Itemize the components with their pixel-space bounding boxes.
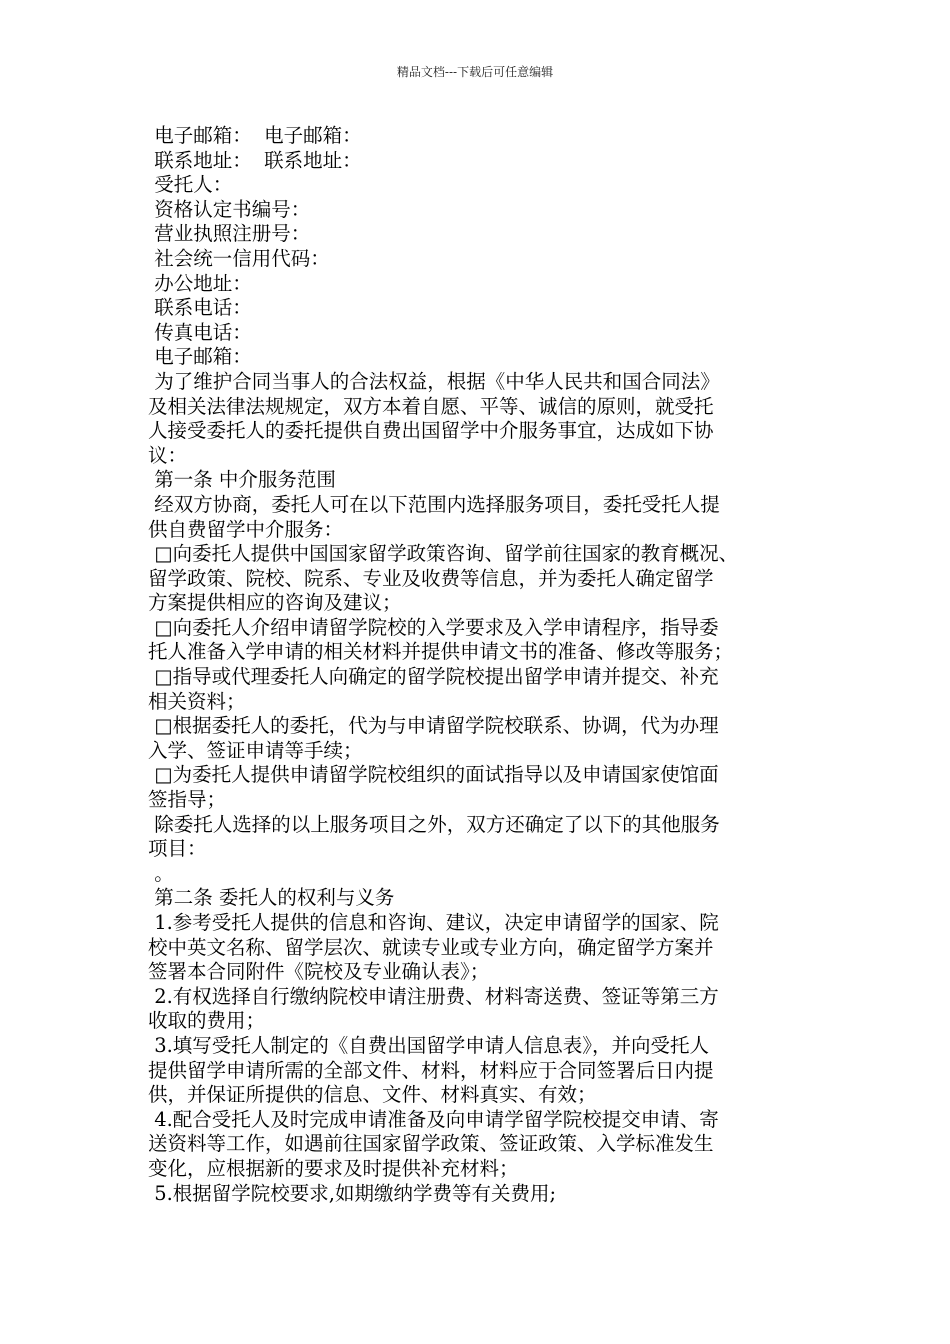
text-line: 送资料等工作，如遇前往国家留学政策、签证政策、入学标准发生 <box>148 1132 714 1156</box>
text-line: 人接受委托人的委托提供自费出国留学中介服务事宜，达成如下协 <box>148 419 714 443</box>
text-line: 第一条 中介服务范围 <box>148 468 336 492</box>
text-line: 受托人： <box>148 173 233 197</box>
text-line: 供，并保证所提供的信息、文件、材料真实、有效； <box>148 1083 597 1107</box>
text-line: 2.有权选择自行缴纳院校申请注册费、材料寄送费、签证等第三方 <box>148 984 719 1008</box>
text-line: 项目： <box>148 837 207 861</box>
text-line: 除委托人选择的以上服务项目之外，双方还确定了以下的其他服务 <box>148 812 720 836</box>
text-line: 为了维护合同当事人的合法权益，根据《中华人民共和国合同法》 <box>148 369 720 393</box>
text-line: 经双方协商，委托人可在以下范围内选择服务项目，委托受托人提 <box>148 492 720 516</box>
page-header: 精品文档---下载后可任意编辑 <box>396 65 554 79</box>
text-line: 。 <box>148 861 174 885</box>
text-line: 办公地址： <box>148 271 252 295</box>
text-line: □根据委托人的委托，代为与申请留学院校联系、协调，代为办理 <box>148 714 719 738</box>
text-line: 3.填写受托人制定的《自费出国留学申请人信息表》，并向受托人 <box>148 1033 710 1057</box>
text-line: □向委托人提供中国国家留学政策咨询、留学前往国家的教育概况、 <box>148 542 739 566</box>
text-line: 4.配合受托人及时完成申请准备及向申请学留学院校提交申请、寄 <box>148 1107 719 1131</box>
text-line: 电子邮箱： <box>148 345 252 369</box>
text-line: 联系地址： 联系地址： <box>148 148 362 172</box>
text-line: 入学、签证申请等手续； <box>148 738 363 762</box>
text-line: 签指导； <box>148 788 227 812</box>
text-line: 及相关法律法规规定，双方本着自愿、平等、诚信的原则，就受托 <box>148 394 714 418</box>
text-line: 1.参考受托人提供的信息和咨询、建议，决定申请留学的国家、院 <box>148 911 719 934</box>
text-line: 供自费留学中介服务： <box>148 517 344 541</box>
text-line: 第二条 委托人的权利与义务 <box>148 886 395 910</box>
text-line: 变化，应根据新的要求及时提供补充材料； <box>148 1156 519 1180</box>
text-line: 相关资料； <box>148 689 246 713</box>
text-line: □指导或代理委托人向确定的留学院校提出留学申请并提交、补充 <box>148 665 719 689</box>
text-line: 电子邮箱： 电子邮箱： <box>148 124 362 147</box>
text-line: 5.根据留学院校要求,如期缴纳学费等有关费用; <box>148 1181 557 1205</box>
text-line: 收取的费用； <box>148 1009 266 1033</box>
text-line: 联系电话： <box>148 296 252 320</box>
text-line: 校中英文名称、留学层次、就读专业或专业方向，确定留学方案并 <box>148 935 714 959</box>
text-line: 营业执照注册号： <box>148 222 311 246</box>
text-line: □向委托人介绍申请留学院校的入学要求及入学申请程序，指导委 <box>148 615 719 639</box>
text-line: 传真电话： <box>148 320 252 344</box>
text-line: 留学政策、院校、院系、专业及收费等信息，并为委托人确定留学 <box>148 566 714 590</box>
text-line: 提供留学申请所需的全部文件、材料，材料应于合同签署后日内提 <box>148 1058 714 1082</box>
text-line: □为委托人提供申请留学院校组织的面试指导以及申请国家使馆面 <box>148 763 719 787</box>
text-line: 托人准备入学申请的相关材料并提供申请文书的准备、修改等服务； <box>148 640 734 664</box>
text-line: 议： <box>148 443 188 467</box>
document-body <box>148 124 814 1206</box>
text-line: 社会统一信用代码： <box>148 246 330 270</box>
text-line: 资格认定书编号： <box>148 197 311 221</box>
text-line: 签署本合同附件《院校及专业确认表》； <box>148 960 490 984</box>
text-line: 方案提供相应的咨询及建议； <box>148 591 402 615</box>
